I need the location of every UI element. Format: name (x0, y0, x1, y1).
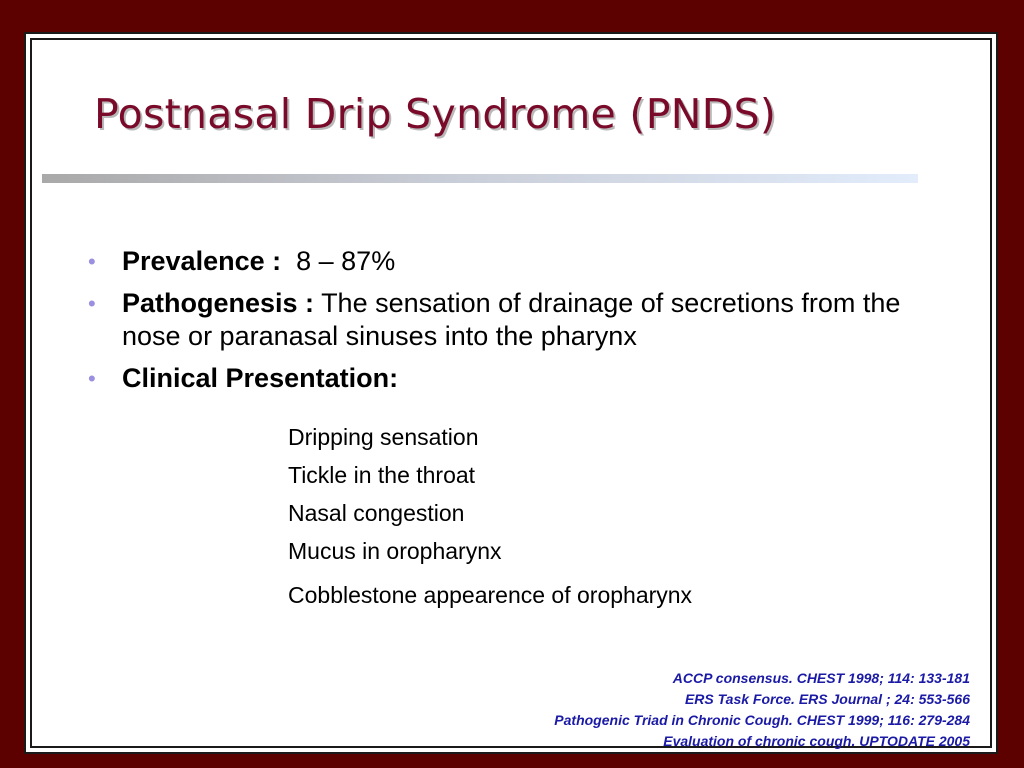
bullet-icon: • (88, 366, 96, 391)
reference-list (554, 668, 970, 752)
reference-item: Evaluation of chronic cough. UPTODATE 2005 (663, 733, 970, 749)
bullet-prevalence (82, 245, 962, 278)
symptom-item: Nasal congestion (288, 500, 465, 526)
reference-item: ACCP consensus. CHEST 1998; 114: 133-181 (672, 670, 970, 686)
bullet-label: Prevalence : (122, 246, 282, 276)
slide-title: Postnasal Drip Syndrome (PNDS) (94, 90, 777, 138)
slide-frame (24, 32, 998, 754)
bullet-label: Pathogenesis : (122, 288, 315, 318)
bullet-icon: • (88, 291, 96, 316)
symptom-list (288, 418, 692, 614)
reference-item: ERS Task Force. ERS Journal ; 24: 553-566 (684, 691, 970, 707)
bullet-clinical-presentation (82, 362, 962, 395)
bullet-icon: • (88, 249, 96, 274)
bullet-text: The sensation of drainage of secretions from the nose or paranasal sinuses into the pharynx (122, 288, 901, 351)
symptom-item: Mucus in oropharynx (288, 538, 502, 564)
bullet-list (82, 245, 962, 404)
title-divider (42, 174, 918, 183)
bullet-label: Clinical Presentation: (122, 363, 399, 393)
symptom-item: Tickle in the throat (288, 462, 476, 488)
symptom-item: Dripping sensation (288, 424, 479, 450)
symptom-item: Cobblestone appearence of oropharynx (288, 582, 693, 608)
slide-content (30, 38, 992, 748)
reference-item: Pathogenic Triad in Chronic Cough. CHEST 1999; 116: 279-284 (554, 712, 970, 728)
bullet-pathogenesis (82, 287, 962, 353)
bullet-text: 8 – 87% (296, 246, 396, 276)
